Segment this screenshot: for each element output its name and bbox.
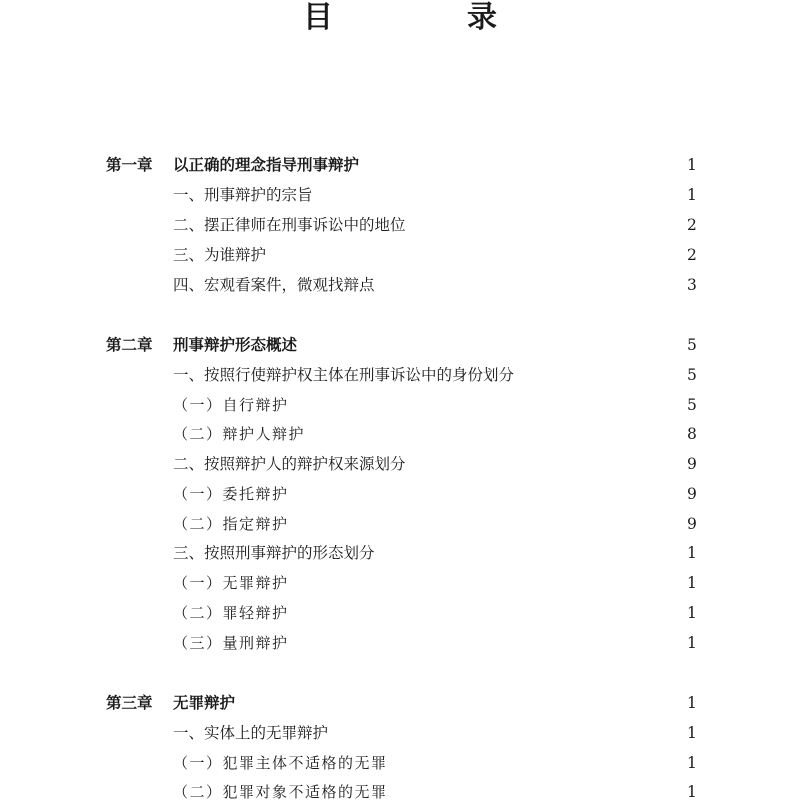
entry-title: 一、按照行使辩护权主体在刑事诉讼中的身份划分 [173,366,515,384]
page-number: 2 [687,216,697,234]
page-number: 9 [687,515,697,533]
page-number: 9 [687,455,697,473]
page-number: 5 [687,366,697,384]
entry-title: （一）无罪辩护 [173,574,289,592]
entry-title: （三）量刑辩护 [173,634,289,652]
chapter-label: 第三章 [106,694,153,712]
page-number: 1 [687,604,697,622]
entry-title: （二）指定辩护 [173,515,289,533]
entry-title: （二）犯罪对象不适格的无罪 [173,783,388,801]
page-number: 1 [687,544,697,562]
toc-chapter-3[interactable] [0,688,800,718]
toc-chapter-2[interactable] [0,330,800,360]
toc-entry[interactable] [0,360,800,390]
toc-entry[interactable] [0,777,800,807]
toc-entry[interactable] [0,748,800,778]
chapter-title: 无罪辩护 [173,694,236,712]
page-number: 5 [687,396,697,414]
chapter-title: 刑事辩护形态概述 [173,336,298,354]
toc-entry[interactable] [0,628,800,658]
toc-entry[interactable] [0,568,800,598]
page-number: 1 [687,186,697,204]
chapter-label: 第二章 [106,336,153,354]
toc-entry[interactable] [0,718,800,748]
chapter-label: 第一章 [106,156,153,174]
chapter-title: 以正确的理念指导刑事辩护 [173,156,360,174]
toc-entry[interactable] [0,390,800,420]
page-number: 1 [687,754,697,772]
page-number: 2 [687,246,697,264]
toc-entry[interactable] [0,479,800,509]
entry-title: （二）罪轻辩护 [173,604,289,622]
toc-entry[interactable] [0,538,800,568]
entry-title: （一）委托辩护 [173,485,289,503]
entry-title: 一、刑事辩护的宗旨 [173,186,313,204]
toc-entry[interactable] [0,180,800,210]
page-number: 1 [687,634,697,652]
entry-title: （二）辩护人辩护 [173,425,306,443]
page-number: 9 [687,485,697,503]
entry-title: （一）自行辩护 [173,396,289,414]
entry-title: 四、宏观看案件，微观找辩点 [173,276,375,294]
entry-title: 二、摆正律师在刑事诉讼中的地位 [173,216,406,234]
page-number: 8 [687,425,697,443]
toc-chapter-1[interactable] [0,150,800,180]
toc-entry[interactable] [0,449,800,479]
toc-entry[interactable] [0,509,800,539]
page-number: 5 [687,336,697,354]
entry-title: 二、按照辩护人的辩护权来源划分 [173,455,406,473]
toc-entry[interactable] [0,598,800,628]
page-number: 1 [687,724,697,742]
toc-entry[interactable] [0,210,800,240]
page-number: 1 [687,574,697,592]
page-number: 1 [687,156,697,174]
entry-title: 三、按照刑事辩护的形态划分 [173,544,375,562]
entry-title: 一、实体上的无罪辩护 [173,724,329,742]
page-number: 1 [687,783,697,801]
page-number: 1 [687,694,697,712]
entry-title: 三、为谁辩护 [173,246,267,264]
toc-entry[interactable] [0,270,800,300]
toc-entry[interactable] [0,240,800,270]
toc-entry[interactable] [0,419,800,449]
page-title: 目 录 [303,0,549,35]
entry-title: （一）犯罪主体不适格的无罪 [173,754,388,772]
page-number: 3 [687,276,697,294]
